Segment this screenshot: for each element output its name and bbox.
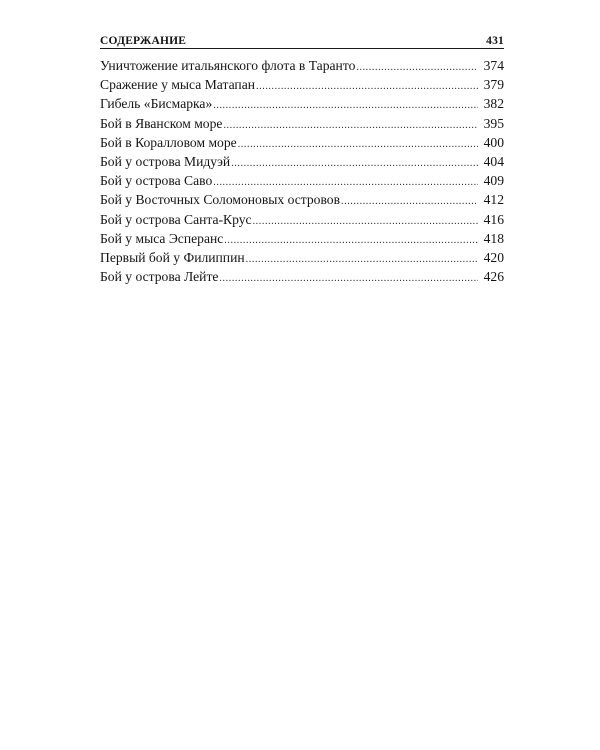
toc-entry[interactable] bbox=[100, 75, 504, 94]
toc-entry-title: Бой у острова Санта-Крус bbox=[100, 211, 252, 227]
toc-entry-title: Первый бой у Филиппин bbox=[100, 249, 245, 265]
toc-entry-title: Бой у острова Мидуэй bbox=[100, 153, 231, 169]
toc-entry-title: Бой в Яванском море bbox=[100, 115, 223, 131]
toc-entry-page: 426 bbox=[483, 269, 504, 285]
toc-entry-page: 382 bbox=[483, 96, 504, 112]
dot-leader bbox=[356, 58, 478, 75]
toc-entry-title: Гибель «Бисмарка» bbox=[100, 96, 213, 112]
toc-entry[interactable] bbox=[100, 190, 504, 209]
dot-leader bbox=[256, 77, 478, 94]
dot-leader bbox=[213, 173, 478, 190]
toc-entry-page: 404 bbox=[483, 153, 504, 169]
dot-leader bbox=[341, 192, 478, 209]
toc-entry[interactable] bbox=[100, 248, 504, 267]
toc-entry-title: Бой у мыса Эсперанс bbox=[100, 230, 224, 246]
toc-entry-page: 412 bbox=[483, 192, 504, 208]
toc-entry[interactable] bbox=[100, 133, 504, 152]
toc-entry-page: 409 bbox=[483, 173, 504, 189]
toc-entry-title: Бой у острова Лейте bbox=[100, 269, 219, 285]
toc-entry[interactable] bbox=[100, 56, 504, 75]
toc-entry-title: Бой у острова Саво bbox=[100, 173, 213, 189]
toc-entry[interactable] bbox=[100, 171, 504, 190]
toc-entry-title: Бой у Восточных Соломоновых островов bbox=[100, 192, 340, 208]
toc-entry[interactable] bbox=[100, 114, 504, 133]
toc-entry-title: Бой в Коралловом море bbox=[100, 134, 237, 150]
running-head bbox=[100, 31, 504, 47]
toc-entry-page: 418 bbox=[483, 230, 504, 246]
toc-entry-title: Сражение у мыса Матапан bbox=[100, 77, 256, 93]
header-rule bbox=[100, 48, 504, 49]
toc-entry[interactable] bbox=[100, 152, 504, 171]
table-of-contents bbox=[100, 56, 504, 286]
dot-leader bbox=[231, 154, 478, 171]
toc-entry[interactable] bbox=[100, 210, 504, 229]
dot-leader bbox=[219, 269, 478, 286]
dot-leader bbox=[253, 212, 478, 229]
toc-entry-page: 420 bbox=[483, 249, 504, 265]
dot-leader bbox=[213, 96, 478, 113]
toc-entry[interactable] bbox=[100, 94, 504, 113]
dot-leader bbox=[224, 231, 478, 248]
toc-entry-title: Уничтожение итальянского флота в Таранто bbox=[100, 58, 356, 73]
toc-entry-page: 400 bbox=[483, 134, 504, 150]
toc-entry-page: 395 bbox=[483, 115, 504, 131]
toc-entry-page: 416 bbox=[483, 211, 504, 227]
dot-leader bbox=[238, 135, 478, 152]
running-head-title: СОДЕРЖАНИЕ bbox=[100, 35, 187, 47]
page-number: 431 bbox=[486, 35, 504, 47]
toc-entry-page: 379 bbox=[483, 77, 504, 93]
dot-leader bbox=[246, 250, 478, 267]
toc-entry[interactable] bbox=[100, 267, 504, 286]
toc-entry[interactable] bbox=[100, 229, 504, 248]
toc-entry-page: 374 bbox=[483, 58, 504, 73]
dot-leader bbox=[223, 116, 478, 133]
